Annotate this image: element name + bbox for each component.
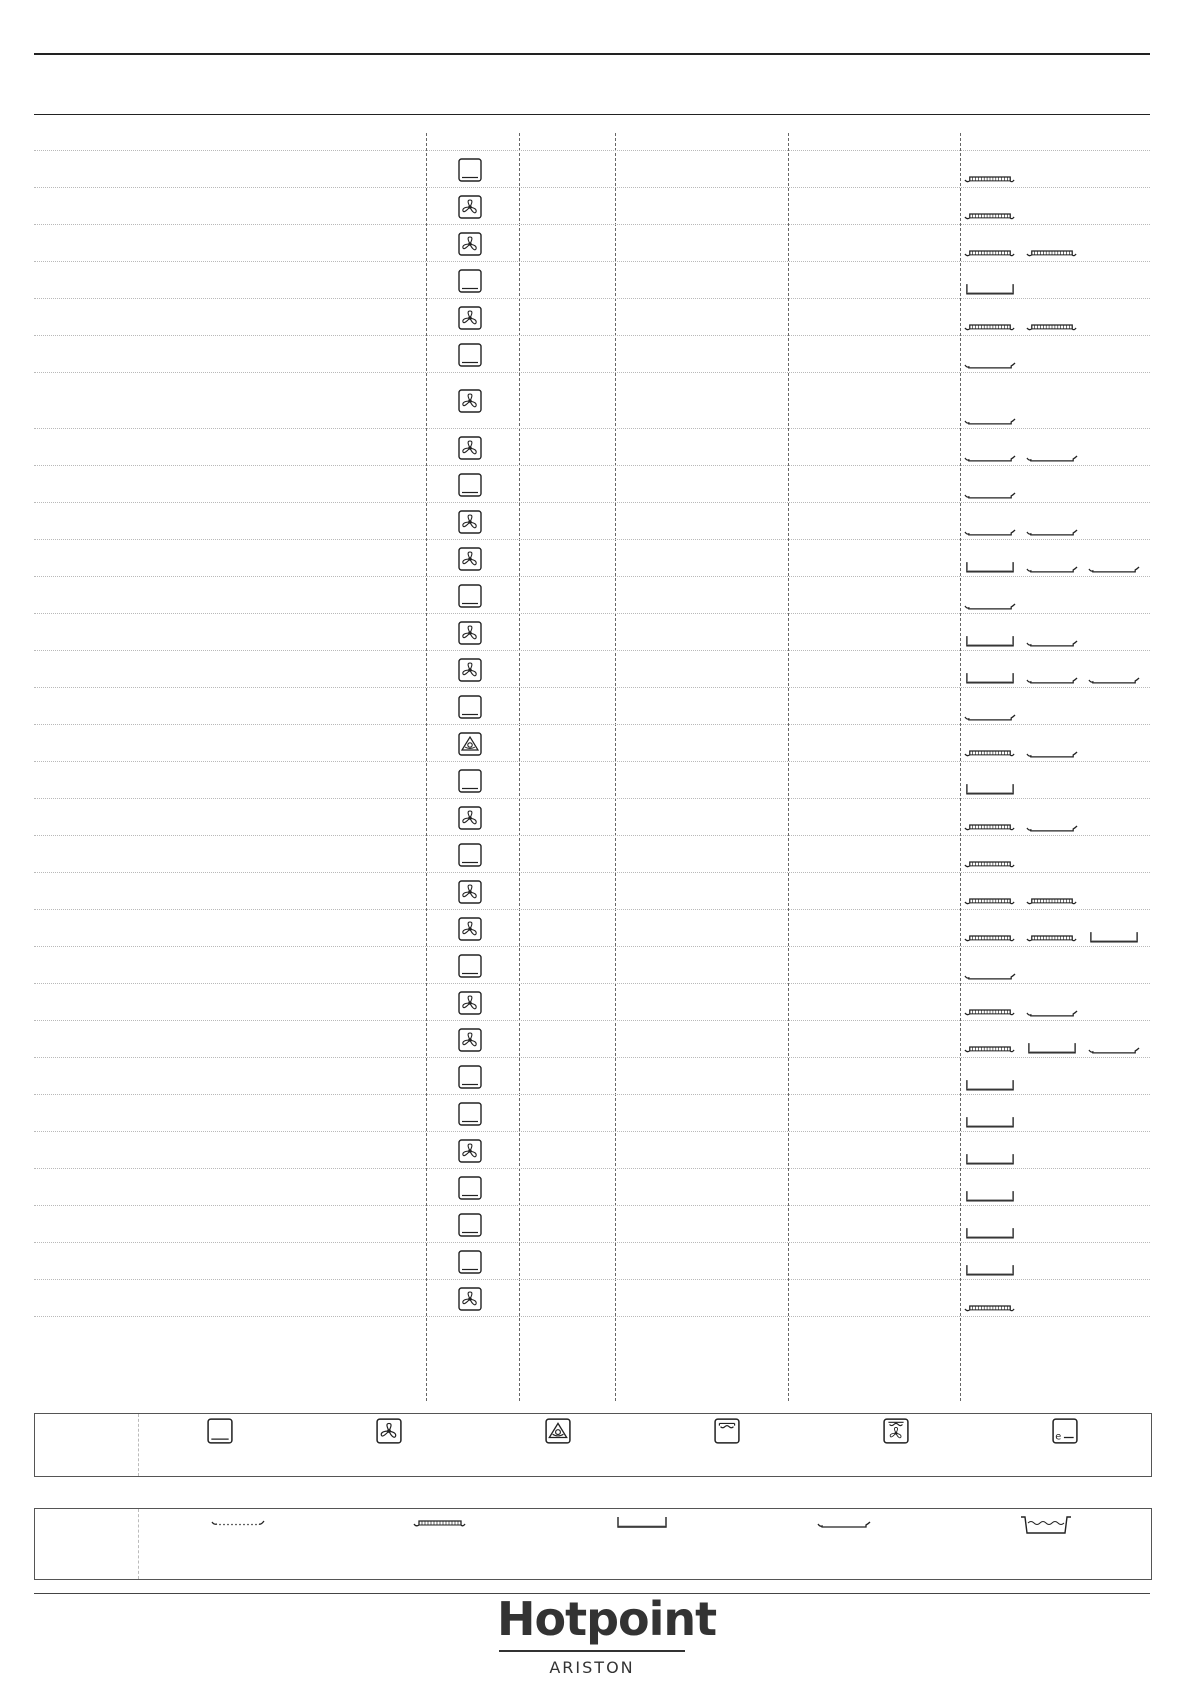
table-row: [34, 1243, 1150, 1280]
drip-pan-icon: [1088, 1041, 1140, 1055]
water-tray-icon: [1019, 1515, 1073, 1540]
table-row: [34, 910, 1150, 947]
conventional-icon: [458, 1065, 482, 1089]
drip-pan-icon: [1088, 671, 1140, 685]
table-row: [34, 503, 1150, 540]
baking-tray-icon: [1088, 930, 1140, 944]
table-row: [34, 188, 1150, 225]
fan-grill-icon: [458, 732, 482, 756]
wire-rack-icon: [964, 856, 1016, 870]
accessories-legend: [34, 1508, 1152, 1580]
table-row: [34, 762, 1150, 799]
baking-tray-icon: [964, 782, 1016, 796]
conventional-icon: [458, 843, 482, 867]
convection-bake-icon: [458, 806, 482, 830]
convection-bake-icon: [458, 389, 482, 413]
svg-text:e: e: [1055, 1431, 1062, 1443]
baking-tray-icon: [964, 634, 1016, 648]
drip-pan-icon: [964, 412, 1016, 426]
wire-rack-icon: [1026, 893, 1078, 907]
conventional-icon: [458, 695, 482, 719]
baking-tray-icon: [1026, 1041, 1078, 1055]
table-row: [34, 540, 1150, 577]
baking-tray-icon: [964, 282, 1016, 296]
baking-tray-icon: [964, 1189, 1016, 1203]
convection-bake-icon: [458, 621, 482, 645]
table-row: [34, 299, 1150, 336]
table-row: [34, 1280, 1150, 1317]
wire-rack-icon: [1026, 245, 1078, 259]
wire-rack-icon: [964, 208, 1016, 222]
legend-divider: [138, 1414, 139, 1476]
drip-pan-icon: [1026, 745, 1078, 759]
table-row: [34, 688, 1150, 725]
table-row: [34, 799, 1150, 836]
drip-pan-icon: [1026, 523, 1078, 537]
wire-rack-icon: [964, 171, 1016, 185]
convection-bake-icon: [458, 195, 482, 219]
logo-underline: [499, 1650, 685, 1652]
drip-pan-icon: [964, 597, 1016, 611]
drip-pan-icon: [964, 523, 1016, 537]
table-row: [34, 651, 1150, 688]
header-rule: [34, 114, 1150, 115]
convection-bake-icon: [458, 436, 482, 460]
conventional-icon: [458, 1102, 482, 1126]
wire-rack-icon: [413, 1515, 467, 1534]
drip-pan-icon: [964, 449, 1016, 463]
convection-bake-icon: [458, 306, 482, 330]
conventional-icon: [458, 769, 482, 793]
conventional-icon: [458, 1213, 482, 1237]
wire-rack-icon: [964, 245, 1016, 259]
turbo-grill-icon: [883, 1418, 909, 1449]
table-row: [34, 336, 1150, 373]
table-row: [34, 836, 1150, 873]
table-row: [34, 429, 1150, 466]
table-row: [34, 262, 1150, 299]
drip-pan-icon: [1026, 560, 1078, 574]
row-divider: [34, 1316, 1150, 1317]
table-row: [34, 577, 1150, 614]
table-row: [34, 873, 1150, 910]
drip-pan-icon: [817, 1515, 871, 1534]
top-rule: [34, 53, 1150, 55]
convection-bake-icon: [458, 1287, 482, 1311]
wire-rack-icon: [964, 1041, 1016, 1055]
convection-bake-icon: [458, 658, 482, 682]
conventional-icon: [207, 1418, 233, 1449]
conventional-icon: [458, 1250, 482, 1274]
drip-pan-icon: [1026, 671, 1078, 685]
table-row: [34, 614, 1150, 651]
baking-tray-icon: [964, 560, 1016, 574]
table-row: [34, 984, 1150, 1021]
table-row: [34, 1206, 1150, 1243]
convection-bake-icon: [458, 232, 482, 256]
wire-rack-icon: [964, 1300, 1016, 1314]
conventional-icon: [458, 269, 482, 293]
wire-rack-icon: [1026, 319, 1078, 333]
drip-pan-icon: [964, 708, 1016, 722]
wire-rack-icon: [964, 819, 1016, 833]
table-row: [34, 1132, 1150, 1169]
table-row: [34, 1095, 1150, 1132]
table-row: [34, 725, 1150, 762]
conventional-icon: [458, 954, 482, 978]
wire-rack-icon: [964, 930, 1016, 944]
drip-pan-icon: [1088, 560, 1140, 574]
convection-bake-icon: [458, 1139, 482, 1163]
table-row: [34, 947, 1150, 984]
drip-pan-icon: [1026, 819, 1078, 833]
shelf-guide-icon: [211, 1515, 265, 1534]
drip-pan-icon: [964, 486, 1016, 500]
functions-legend: [34, 1413, 1152, 1477]
baking-tray-icon: [964, 1115, 1016, 1129]
wire-rack-icon: [1026, 930, 1078, 944]
baking-tray-icon: [964, 671, 1016, 685]
grill-icon: [714, 1418, 740, 1449]
wire-rack-icon: [964, 319, 1016, 333]
convection-bake-icon: [376, 1418, 402, 1449]
table-header-row: [34, 133, 1150, 151]
wire-rack-icon: [964, 893, 1016, 907]
table-row: [34, 1021, 1150, 1058]
conventional-icon: [458, 584, 482, 608]
table-row: [34, 1169, 1150, 1206]
drip-pan-icon: [1026, 634, 1078, 648]
baking-tray-icon: [964, 1263, 1016, 1277]
table-row: [34, 466, 1150, 503]
conventional-icon: [458, 343, 482, 367]
table-row: [34, 225, 1150, 262]
baking-tray-icon: [964, 1078, 1016, 1092]
brand-logo: [497, 1592, 717, 1684]
wire-rack-icon: [964, 745, 1016, 759]
conventional-icon: [458, 1176, 482, 1200]
legend-divider: [138, 1509, 139, 1579]
baking-tray-icon: [964, 1226, 1016, 1240]
convection-bake-icon: [458, 510, 482, 534]
table-row: [34, 373, 1150, 429]
drip-pan-icon: [964, 356, 1016, 370]
brand-name: Hotpoint: [497, 1592, 717, 1646]
baking-tray-icon: [964, 1152, 1016, 1166]
convection-bake-icon: [458, 1028, 482, 1052]
convection-bake-icon: [458, 991, 482, 1015]
conventional-icon: [458, 158, 482, 182]
table-row: [34, 1058, 1150, 1095]
baking-tray-icon: [615, 1515, 669, 1534]
convection-bake-icon: [458, 880, 482, 904]
wire-rack-icon: [964, 1004, 1016, 1018]
convection-bake-icon: [458, 547, 482, 571]
eco-forced-air-icon: [1052, 1418, 1078, 1449]
conventional-icon: [458, 473, 482, 497]
table-row: [34, 151, 1150, 188]
brand-sub: ARISTON: [549, 1658, 635, 1677]
drip-pan-icon: [964, 967, 1016, 981]
drip-pan-icon: [1026, 1004, 1078, 1018]
fan-grill-icon: [545, 1418, 571, 1449]
drip-pan-icon: [1026, 449, 1078, 463]
convection-bake-icon: [458, 917, 482, 941]
